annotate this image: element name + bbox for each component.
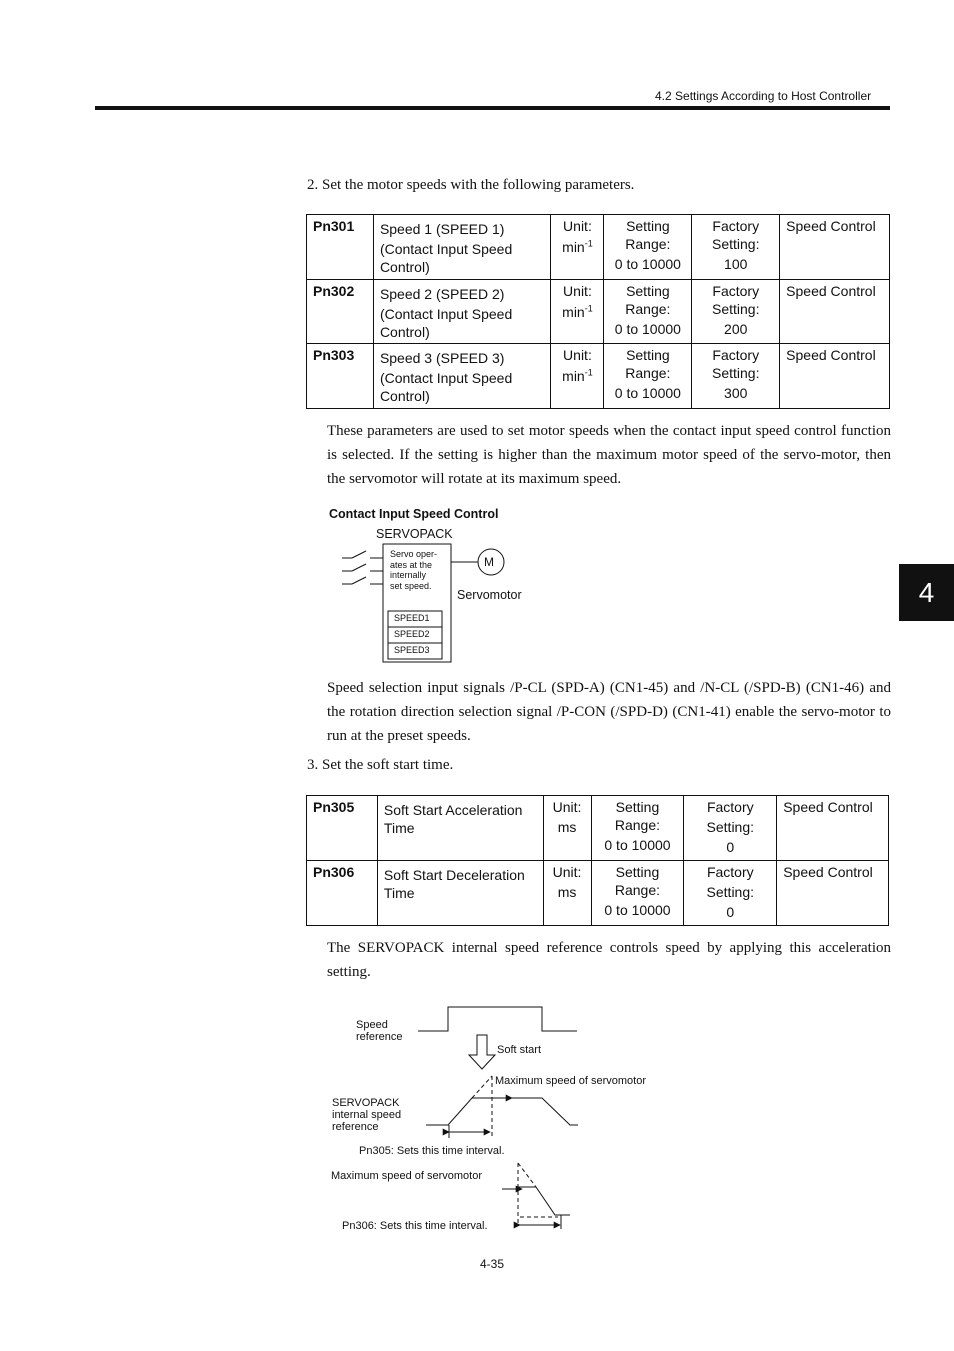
deceleration-waveform — [516, 1187, 570, 1215]
param-unit: Unit: $\min^{-1}$ — [551, 215, 604, 280]
paragraph-3: The SERVOPACK internal speed reference controls speed by applying this acceleration setting. — [327, 940, 891, 980]
contact-input-diagram — [330, 540, 550, 670]
servomotor-label: Servomotor — [457, 588, 522, 602]
soft-start-label: Soft start — [497, 1044, 542, 1056]
param-factory-setting: Factory Setting: 300 — [692, 344, 780, 409]
speed1-label: SPEED1 — [394, 613, 430, 623]
header-rule — [95, 106, 890, 110]
table-row — [307, 861, 889, 926]
param-range: Setting Range: 0 to 10000 — [604, 280, 692, 344]
paragraph-1: These parameters are used to set motor speeds when the contact input speed control function is selected. If the setting is higher than the maximum motor speed of the servo-motor, then the servomotor will rotate at its maximum speed. — [327, 423, 891, 487]
step-2-text: 2. Set the motor speeds with the following parameters. — [307, 177, 635, 193]
speed2-label: SPEED2 — [394, 629, 430, 639]
step-3-text: 3. Set the soft start time. — [307, 757, 454, 773]
param-control-mode: Speed Control — [780, 215, 890, 280]
speed-reference-label: Speed reference — [356, 1019, 403, 1043]
speed-reference-waveform — [418, 1007, 577, 1031]
param-name: Soft Start Deceleration Time — [377, 861, 543, 926]
chapter-tab: 4 — [899, 564, 954, 621]
param-range: Setting Range: 0 to 10000 — [591, 796, 684, 861]
param-unit: Unit: ms — [543, 861, 591, 926]
param-name: Speed 3 (SPEED 3) (Contact Input Speed Control) — [373, 344, 551, 409]
param-name: Speed 2 (SPEED 2) (Contact Input Speed Control) — [373, 280, 551, 344]
param-code: Pn302 — [307, 280, 374, 344]
internal-reference-label: SERVOPACK internal speed reference — [332, 1097, 402, 1133]
param-factory-setting: Factory Setting: 0 — [684, 796, 777, 861]
param-range: Setting Range: 0 to 10000 — [604, 215, 692, 280]
table-row — [307, 280, 890, 344]
param-control-mode: Speed Control — [780, 344, 890, 409]
param-unit: Unit: $\min^{-1}$ — [551, 344, 604, 409]
pn306-note: Pn306: Sets this time interval. — [342, 1220, 488, 1232]
internal-reference-waveform — [426, 1098, 578, 1125]
motor-letter: M — [484, 555, 494, 569]
param-code: Pn306 — [307, 861, 378, 926]
max-speed-label-bottom: Maximum speed of servomotor — [331, 1170, 482, 1182]
pn305-note: Pn305: Sets this time interval. — [359, 1145, 505, 1157]
param-control-mode: Speed Control — [777, 796, 889, 861]
param-factory-setting: Factory Setting: 0 — [684, 861, 777, 926]
param-unit: Unit: ms — [543, 796, 591, 861]
speed3-label: SPEED3 — [394, 645, 430, 655]
page-number: 4-35 — [480, 1257, 505, 1271]
soft-start-parameter-table — [306, 795, 889, 926]
soft-start-arrow-icon — [469, 1035, 495, 1069]
param-control-mode: Speed Control — [780, 280, 890, 344]
servopack-label: SERVOPACK — [376, 527, 453, 541]
param-name: Soft Start Acceleration Time — [377, 796, 543, 861]
paragraph-2: Speed selection input signals /P-CL (SPD-A) (CN1-45) and /N-CL (/SPD-B) (CN1-46) and the rotation direction selection signal /P-CON (/SPD-D) (CN1-41) enable the servo-motor to run at the preset speeds. — [327, 680, 891, 744]
param-control-mode: Speed Control — [777, 861, 889, 926]
param-code: Pn301 — [307, 215, 374, 280]
table-row — [307, 796, 889, 861]
param-unit: Unit: $\min^{-1}$ — [551, 280, 604, 344]
section-header: 4.2 Settings According to Host Controller — [655, 89, 872, 103]
param-factory-setting: Factory Setting: 200 — [692, 280, 780, 344]
param-code: Pn303 — [307, 344, 374, 409]
diagram-title: Contact Input Speed Control — [329, 507, 499, 521]
param-name: Speed 1 (SPEED 1) (Contact Input Speed Control) — [373, 215, 551, 280]
contact-switches — [342, 551, 383, 584]
table-row — [307, 215, 890, 280]
param-factory-setting: Factory Setting: 100 — [692, 215, 780, 280]
param-code: Pn305 — [307, 796, 378, 861]
max-speed-label-top: Maximum speed of servomotor — [495, 1075, 646, 1087]
servo-note: Servo oper- ates at the internally set speed. — [390, 549, 438, 591]
param-range: Setting Range: 0 to 10000 — [591, 861, 684, 926]
speed-parameter-table — [306, 214, 890, 409]
table-row — [307, 344, 890, 409]
param-range: Setting Range: 0 to 10000 — [604, 344, 692, 409]
